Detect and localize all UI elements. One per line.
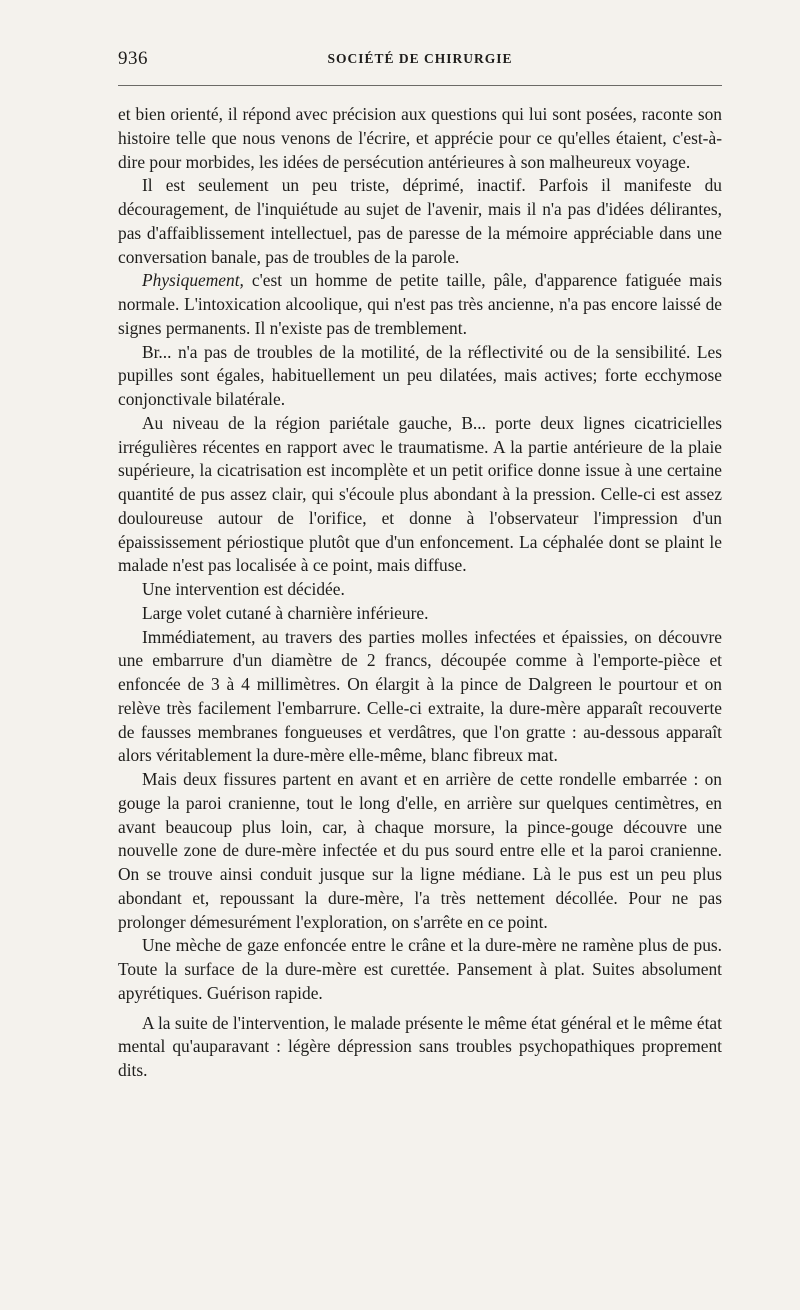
header-rule bbox=[118, 85, 722, 86]
paragraph: Large volet cutané à charnière inférieure. bbox=[142, 602, 429, 623]
paragraph: Une mèche de gaze enfoncée entre le crâne et la dure-mère ne ramène plus de pus. Toute la surface de la dure-mère est curettée. Pansement à plat. Suites absolument apyrétiques. Guérison rapide. bbox=[118, 935, 722, 1003]
paragraph: et bien orienté, il répond avec précision aux questions qui lui sont posées, raconte son histoire telle que nous venons de l'écrire, et apprécie pour ce qu'elles étaient, c'est-à-dire pour morbides, les idées de persécution antérieures à son malheureux voyage. bbox=[118, 104, 722, 172]
paragraph: Br... n'a pas de troubles de la motilité, de la réflectivité ou de la sensibilité. Les pupilles sont égales, habituellement un peu dilatées, mais actives; forte ecchymose conjonctivale bilatérale. bbox=[118, 341, 722, 409]
paragraph: Physiquement, c'est un homme de petite taille, pâle, d'apparence fatiguée mais normale. L'intoxication alcoolique, qui n'est pas très ancienne, n'a pas encore laissé de signes permanents. Il n'existe pas de tremblement. bbox=[118, 270, 722, 338]
paragraph: Au niveau de la région pariétale gauche, B... porte deux lignes cicatricielles irrégulières récentes en rapport avec le traumatisme. A la partie antérieure de la plaie supérieure, la cicatrisation est incomplète et un petit orifice donne issue à une certaine quantité de pus assez clair, qui s'écoule plus abondant à la pression. Celle-ci est assez douloureuse autour de l'orifice, et donne à l'observateur l'impression d'un épaississement périostique plutôt que d'un enfoncement. La céphalée dont se plaint le malade n'est pas localisée à ce point, mais diffuse. bbox=[118, 412, 722, 576]
italic-lead: Physiquement, bbox=[142, 270, 244, 291]
paragraph: A la suite de l'intervention, le malade présente le même état général et le même état mental qu'auparavant : légère dépression sans troubles psychopathiques proprement dits. bbox=[118, 1012, 722, 1080]
running-title: SOCIÉTÉ DE CHIRURGIE bbox=[327, 51, 513, 66]
paragraph: Immédiatement, au travers des parties molles infectées et épaissies, on découvre une embarrure d'un diamètre de 2 francs, découpée comme à l'emporte-pièce et enfoncée de 3 à 4 millimètres. On élargit à la pince de Dalgreen le pourtour et on relève très facilement l'embarrure. Celle-ci extraite, la dure-mère apparaît recouverte de fausses membranes fongueuses et verdâtres, que l'on gratte : au-dessous apparaît alors véritablement la dure-mère elle-même, blanc fibreux mat. bbox=[118, 626, 722, 766]
article-body bbox=[118, 103, 722, 1083]
paragraph: Mais deux fissures partent en avant et en arrière de cette rondelle embarrée : on gouge la paroi cranienne, tout le long d'elle, en arrière sur quelques centimètres, en avant beaucoup plus loin, car, à chaque morsure, la pince-gouge découvre une nouvelle zone de dure-mère infectée et du pus sourd entre elle et la paroi cranienne. On se trouve ainsi conduit jusque sur la ligne médiane. Là le pus est un peu plus abondant et, repoussant la dure-mère, l'a très nettement décollée. Pour ne pas prolonger démesurément l'exploration, on s'arrête en ce point. bbox=[118, 769, 722, 932]
paragraph: Une intervention est décidée. bbox=[142, 579, 345, 599]
paragraph: Il est seulement un peu triste, déprimé, inactif. Parfois il manifeste du découragement, de l'inquiétude au sujet de l'avenir, mais il n'a pas d'idées délirantes, pas d'affaiblissement intellectuel, pas de paresse de la mémoire appréciable dans une conversation banale, pas de troubles de la parole. bbox=[118, 175, 722, 267]
page-header bbox=[118, 48, 722, 72]
page-number: 936 bbox=[118, 48, 148, 69]
